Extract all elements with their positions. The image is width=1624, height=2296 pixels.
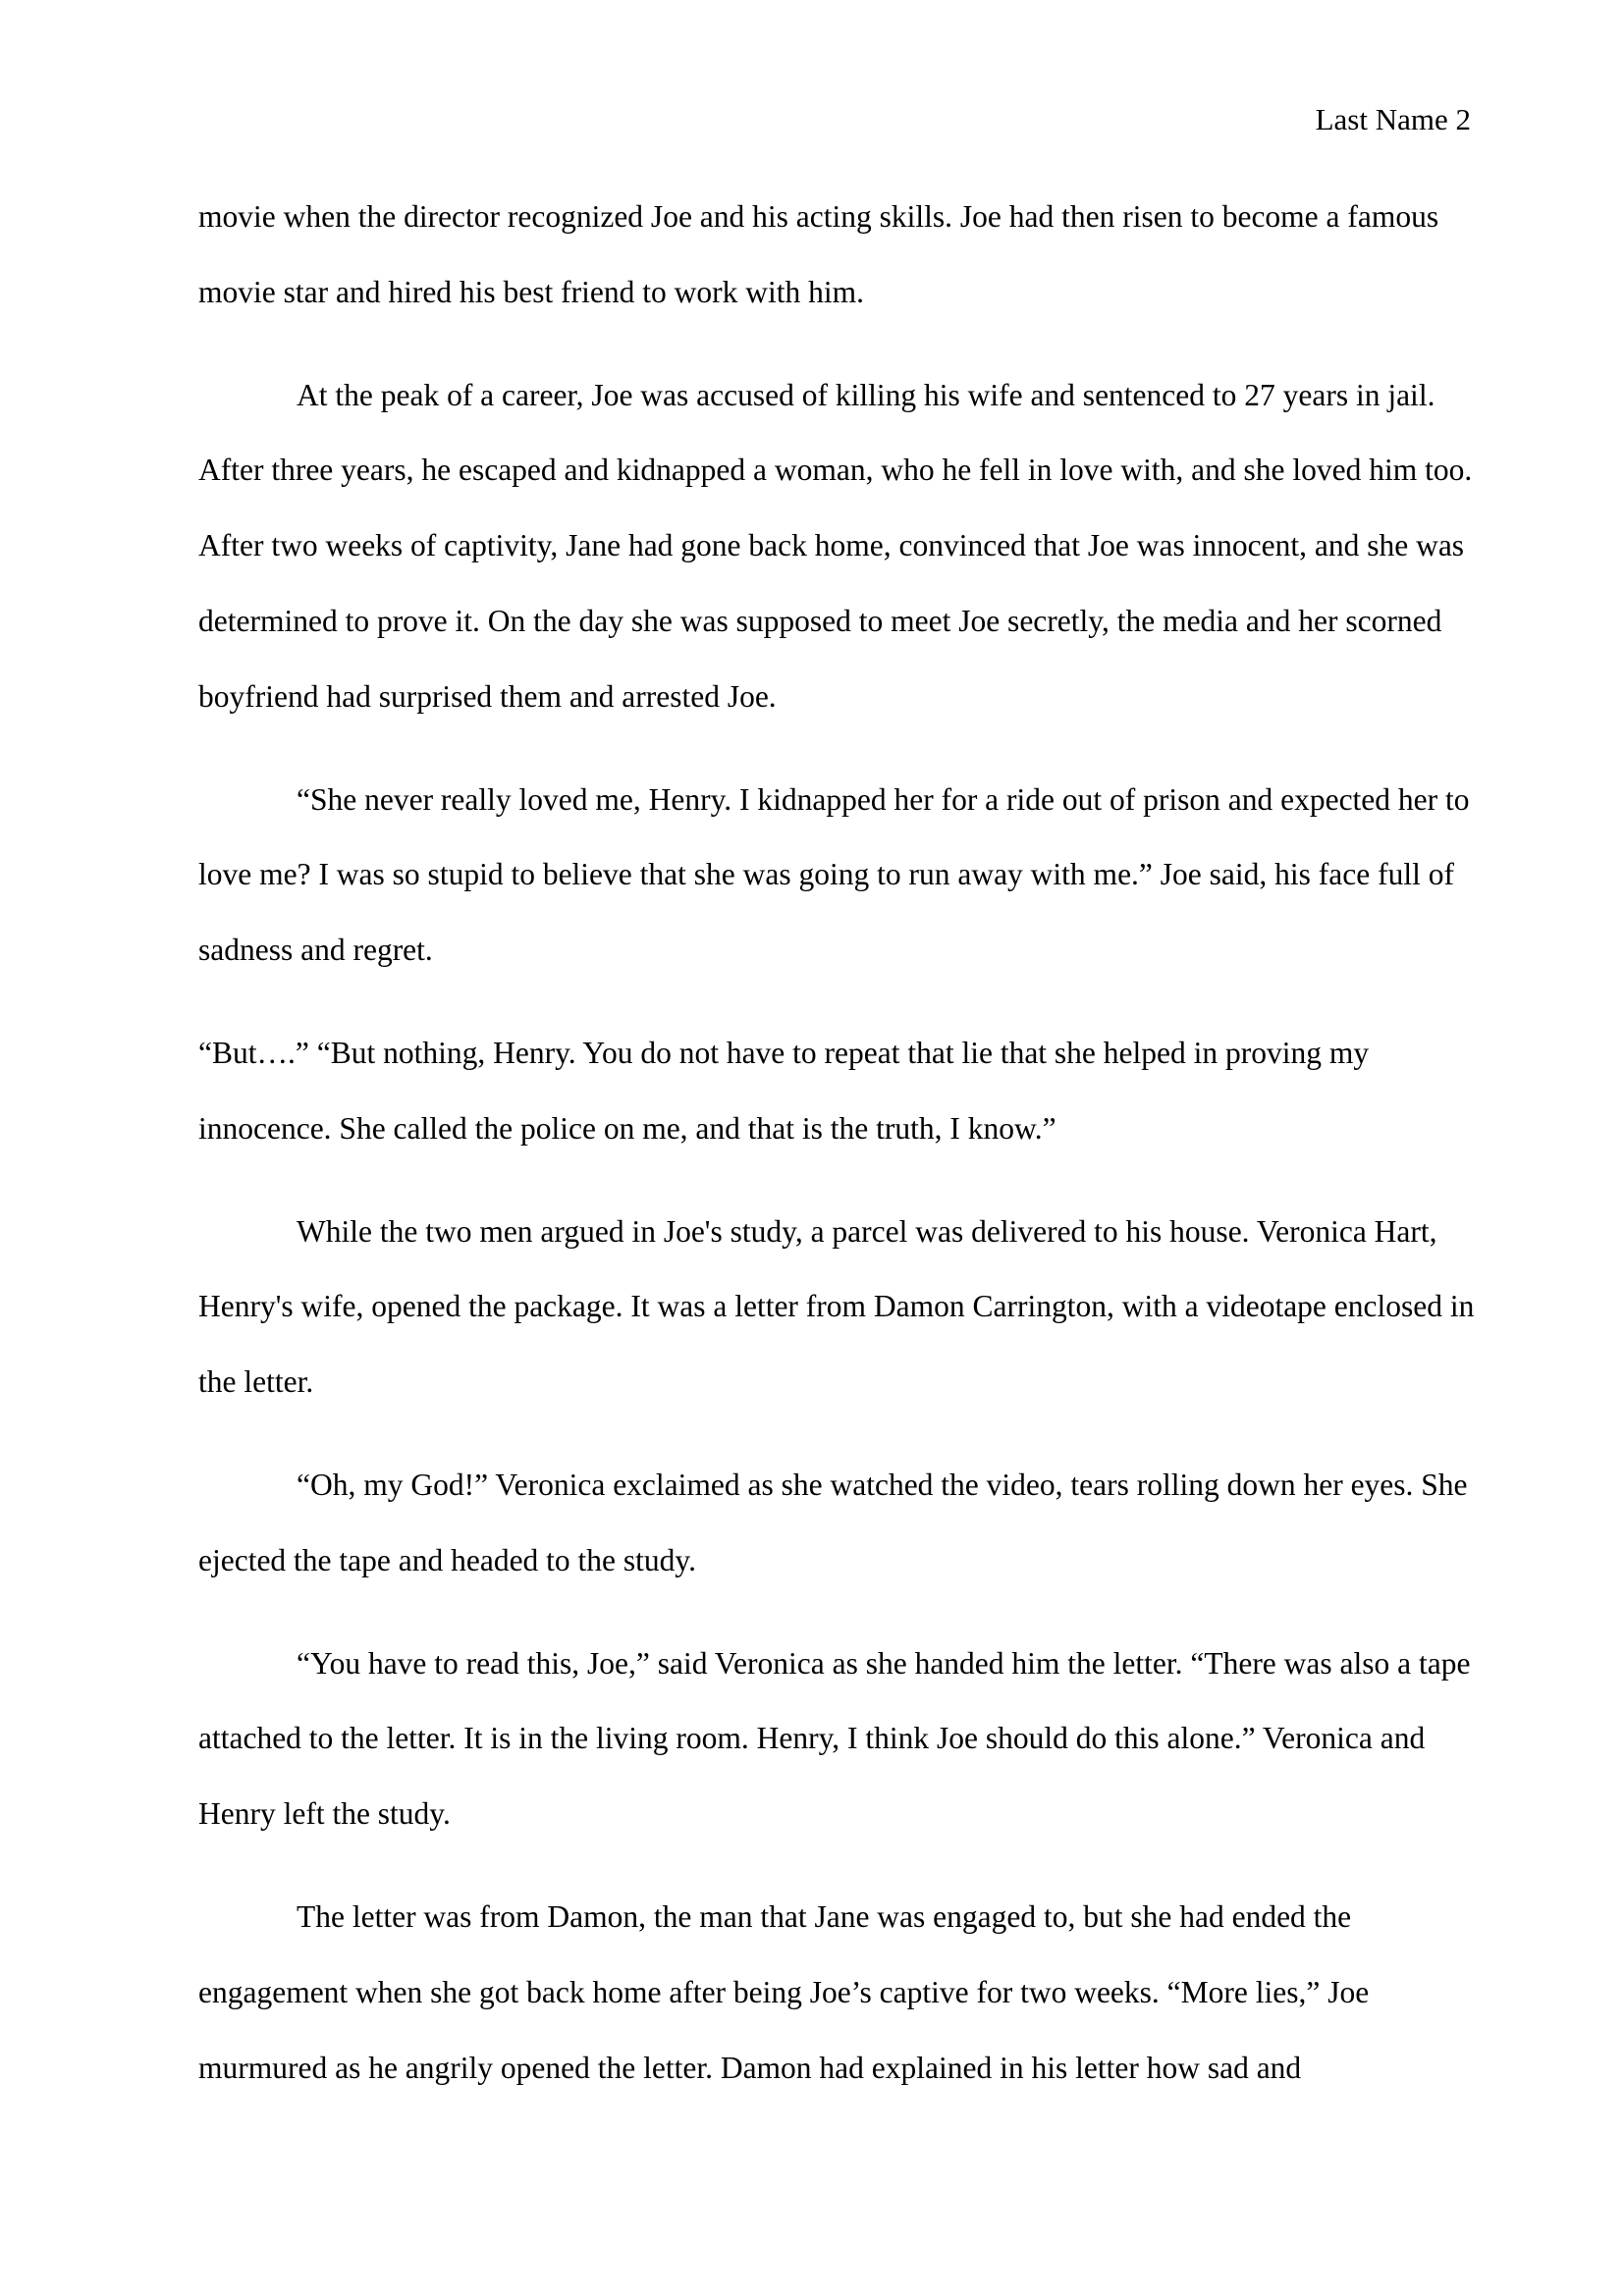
paragraph-7: “You have to read this, Joe,” said Veronica as she handed him the letter. “There was also a tape attached to the letter. It is in the living room. Henry, I think Joe should do this alone.” Veronica and Henry left the study.	[198, 1645, 1471, 1832]
document-body	[198, 180, 1494, 2133]
paragraph-4: “But….” “But nothing, Henry. You do not have to repeat that lie that she helped in proving my innocence. She called the police on me, and that is the truth, I know.”	[198, 1035, 1370, 1146]
paragraph-2: At the peak of a career, Joe was accused of killing his wife and sentenced to 27 years in jail. After three years, he escaped and kidnapped a woman, who he fell in love with, and she loved him too. After two weeks of captivity, Jane had gone back home, convinced that Joe was innocent, and she was determined to prove it. On the day she was supposed to meet Joe secretly, the media and her scorned boyfriend had surprised them and arrested Joe.	[198, 377, 1473, 714]
paragraph-8: The letter was from Damon, the man that Jane was engaged to, but she had ended the engagement when she got back home after being Joe’s captive for two weeks. “More lies,” Joe murmured as he angrily opened the letter. Damon had explained in his letter how sad and	[198, 1898, 1370, 2085]
paragraph-1: movie when the director recognized Joe and his acting skills. Joe had then risen to become a famous movie star and hired his best friend to work with him.	[198, 199, 1439, 309]
running-head: Last Name 2	[1315, 102, 1471, 136]
paragraph-6: “Oh, my God!” Veronica exclaimed as she watched the video, tears rolling down her eyes. She ejected the tape and headed to the study.	[198, 1467, 1468, 1577]
paragraph-3: “She never really loved me, Henry. I kidnapped her for a ride out of prison and expected her to love me? I was so stupid to believe that she was going to run away with me.” Joe said, his face full of sadness and regret.	[198, 781, 1470, 968]
paragraph-5: While the two men argued in Joe's study, a parcel was delivered to his house. Veronica Hart, Henry's wife, opened the package. It was a letter from Damon Carrington, with a videotape enclosed in the letter.	[198, 1213, 1475, 1400]
